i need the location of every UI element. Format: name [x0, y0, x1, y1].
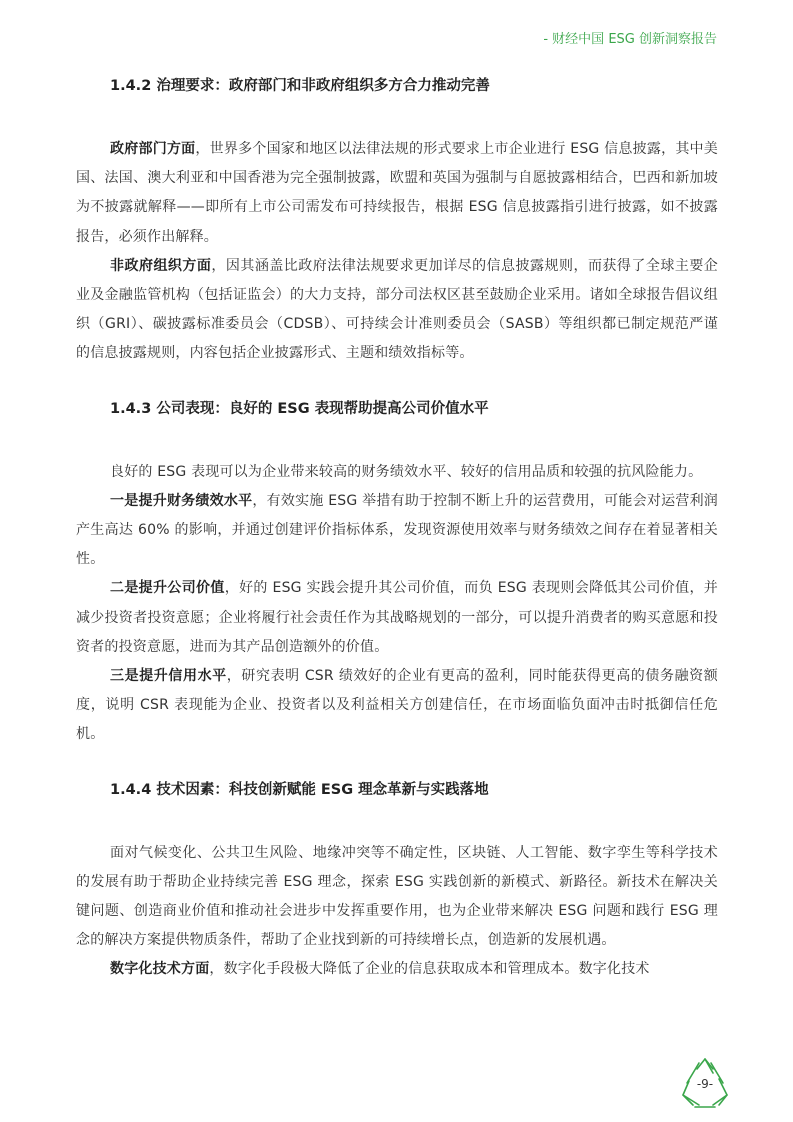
- section-heading: 1.4.4 技术因素：科技创新赋能 ESG 理念革新与实践落地: [110, 781, 489, 798]
- section-heading: 1.4.2 治理要求：政府部门和非政府组织多方合力推动完善: [110, 78, 490, 94]
- page-number: -9-: [696, 1077, 714, 1091]
- paragraph: [76, 662, 718, 750]
- paragraph-text: ，研究表明 CSR 绩效好的企业有更高的盈利，同时能获得更高的债务融资额度，说明 CSR 表现能为企业、投资者以及利益相关方创建信任，在市场面临负面冲击时抵御信任危机。: [76, 668, 718, 743]
- running-header: - 财经中国 ESG 创新洞察报告: [543, 32, 717, 47]
- paragraph-lead: 数字化技术方面: [110, 961, 210, 978]
- paragraph: [76, 487, 718, 575]
- paragraph-text: ，世界多个国家和地区以法律法规的形式要求上市企业进行 ESG 信息披露，其中美国、法国、澳大利亚和中国香港为完全强制披露，欧盟和英国为强制与自愿披露相结合，巴西和新加坡为不披露就解释——即所有上市公司需发布可持续报告，根据 ESG 信息披露指引进行披露，如不披露报告，必须作出解释。: [76, 141, 718, 245]
- main-content: [76, 72, 718, 985]
- paragraph: [76, 252, 718, 369]
- paragraph-lead: 政府部门方面: [110, 141, 196, 157]
- paragraph-text: ，好的 ESG 实践会提升其公司价值，而负 ESG 表现则会降低其公司价值，并减少投资者投资意愿；企业将履行社会责任作为其战略规划的一部分，可以提升消费者的购买意愿和投资者的投资意愿，进而为其产品创造额外的价值。: [76, 580, 718, 655]
- paragraph-text: 面对气候变化、公共卫生风险、地缘冲突等不确定性，区块链、人工智能、数字孪生等科学技术的发展有助于帮助企业持续完善 ESG 理念，探索 ESG 实践创新的新模式、新路径。新技术在解决关键问题、创造商业价值和推动社会进步中发挥重要作用，也为企业带来解决 ESG 问题和践行 ESG 理念的解决方案提供物质条件，帮助了企业找到新的可持续增长点，创造新的发展机遇。: [76, 844, 718, 949]
- section-heading: 1.4.3 公司表现：良好的 ESG 表现帮助提高公司价值水平: [110, 400, 489, 417]
- paragraph-lead: 一是提升财务绩效水平: [110, 492, 253, 509]
- paragraph-text: ，数字化手段极大降低了企业的信息获取成本和管理成本。数字化技术: [209, 961, 650, 978]
- paragraph-text: ，有效实施 ESG 举措有助于控制不断上升的运营费用，可能会对运营利润产生高达 60% 的影响，并通过创建评价指标体系，发现资源使用效率与财务绩效之间存在着显著相关性。: [76, 492, 719, 568]
- page-footer: [675, 1055, 735, 1115]
- paragraph: [76, 135, 718, 252]
- paragraph-text: 良好的 ESG 表现可以为企业带来较高的财务绩效水平、较好的信用品质和较强的抗风险能力。: [110, 463, 703, 480]
- paragraph: [76, 458, 718, 487]
- paragraph-lead: 三是提升信用水平: [110, 668, 227, 685]
- paragraph-lead: 非政府组织方面: [110, 257, 212, 274]
- paragraph-text: ，因其涵盖比政府法律法规要求更加详尽的信息披露规则，而获得了全球主要企业及金融监管机构（包括证监会）的大力支持，部分司法权区甚至鼓励企业采用。诸如全球报告倡议组织（GRI）、碳披露标准委员会（CDSB）、可持续会计准则委员会（SASB）等组织都已制定规范严谨的信息披露规则，内容包括企业披露形式、主题和绩效指标等。: [76, 257, 719, 362]
- paragraph: [76, 839, 718, 956]
- paragraph-lead: 二是提升公司价值: [110, 580, 225, 597]
- paragraph: [76, 574, 718, 662]
- paragraph: [76, 955, 718, 984]
